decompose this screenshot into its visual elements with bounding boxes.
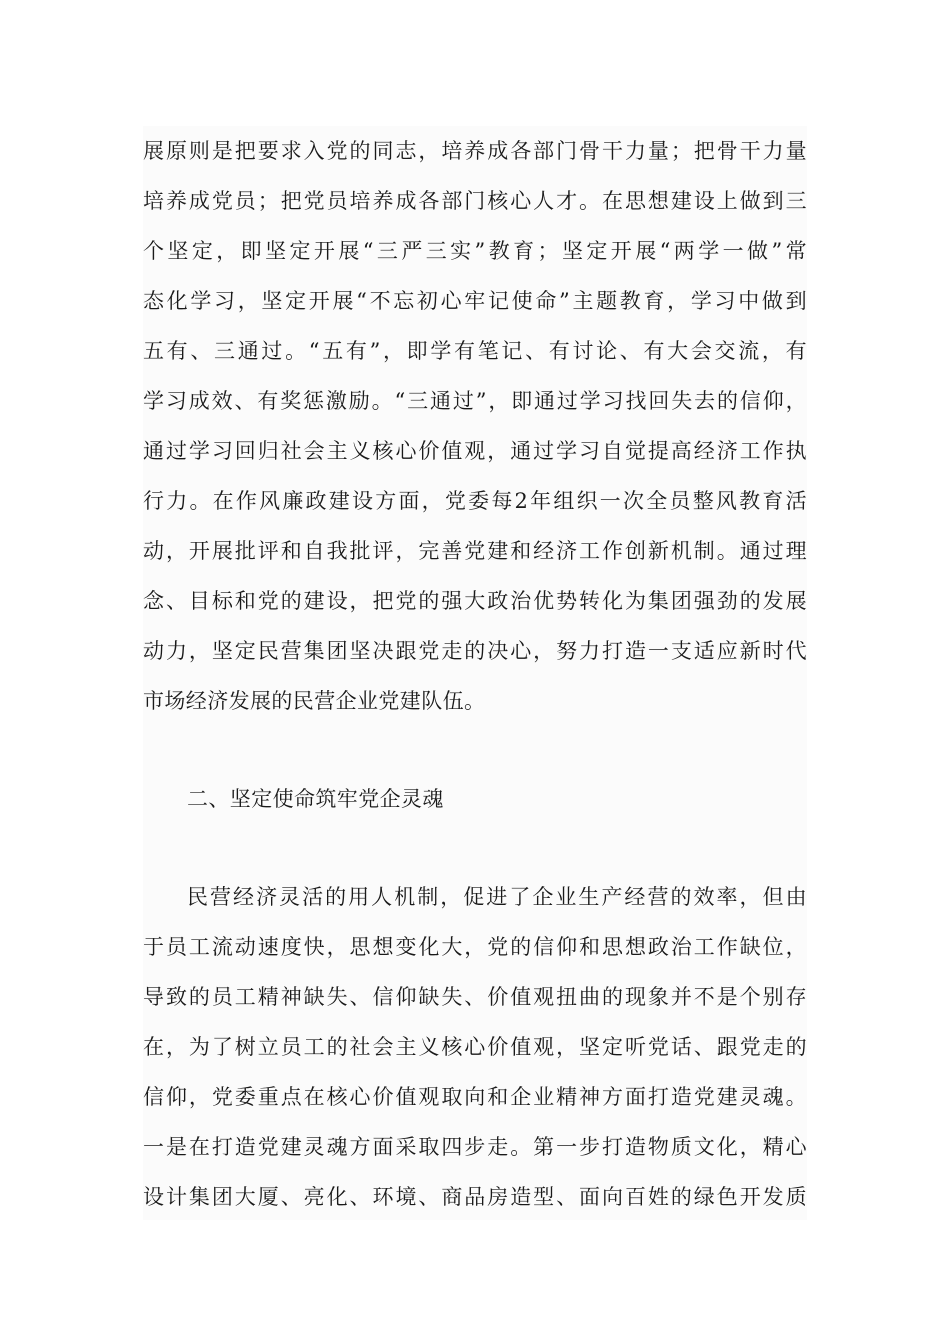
paragraph-line: 一是在打造党建灵魂方面采取四步走。第一步打造物质文化，精心	[143, 1135, 807, 1159]
paragraph-line: 于员工流动速度快，思想变化大，党的信仰和思想政治工作缺位，	[143, 935, 807, 959]
paragraph-line: 培养成党员；把党员培养成各部门核心人才。在思想建设上做到三	[143, 189, 807, 213]
paragraph-line: 民营经济灵活的用人机制，促进了企业生产经营的效率，但由	[187, 885, 807, 909]
paragraph-line: 态化学习，坚定开展“不忘初心牢记使命”主题教育，学习中做到	[143, 289, 807, 313]
paragraph-line: 行力。在作风廉政建设方面，党委每2年组织一次全员整风教育活	[143, 489, 807, 513]
paragraph-line: 信仰，党委重点在核心价值观取向和企业精神方面打造党建灵魂。	[143, 1085, 807, 1109]
paragraph-line: 设计集团大厦、亮化、环境、商品房造型、面向百姓的绿色开发质	[143, 1185, 807, 1209]
paragraph-line: 个坚定，即坚定开展“三严三实”教育；坚定开展“两学一做”常	[143, 239, 807, 263]
document-body	[143, 126, 807, 1220]
paragraph-line: 展原则是把要求入党的同志，培养成各部门骨干力量；把骨干力量	[143, 139, 807, 163]
paragraph-line: 市场经济发展的民营企业党建队伍。	[143, 689, 486, 713]
paragraph-line: 五有、三通过。“五有”，即学有笔记、有讨论、有大会交流，有	[143, 339, 807, 363]
paragraph-line: 动，开展批评和自我批评，完善党建和经济工作创新机制。通过理	[143, 539, 807, 563]
paragraph-line: 导致的员工精神缺失、信仰缺失、价值观扭曲的现象并不是个别存	[143, 985, 807, 1009]
paragraph-line: 通过学习回归社会主义核心价值观，通过学习自觉提高经济工作执	[143, 439, 807, 463]
section-heading: 二、坚定使命筑牢党企灵魂	[187, 787, 444, 811]
paragraph-line: 学习成效、有奖惩激励。“三通过”，即通过学习找回失去的信仰，	[143, 389, 807, 413]
paragraph-line: 在，为了树立员工的社会主义核心价值观，坚定听党话、跟党走的	[143, 1035, 807, 1059]
paragraph-line: 念、目标和党的建设，把党的强大政治优势转化为集团强劲的发展	[143, 589, 807, 613]
paragraph-line: 动力，坚定民营集团坚决跟党走的决心，努力打造一支适应新时代	[143, 639, 807, 663]
